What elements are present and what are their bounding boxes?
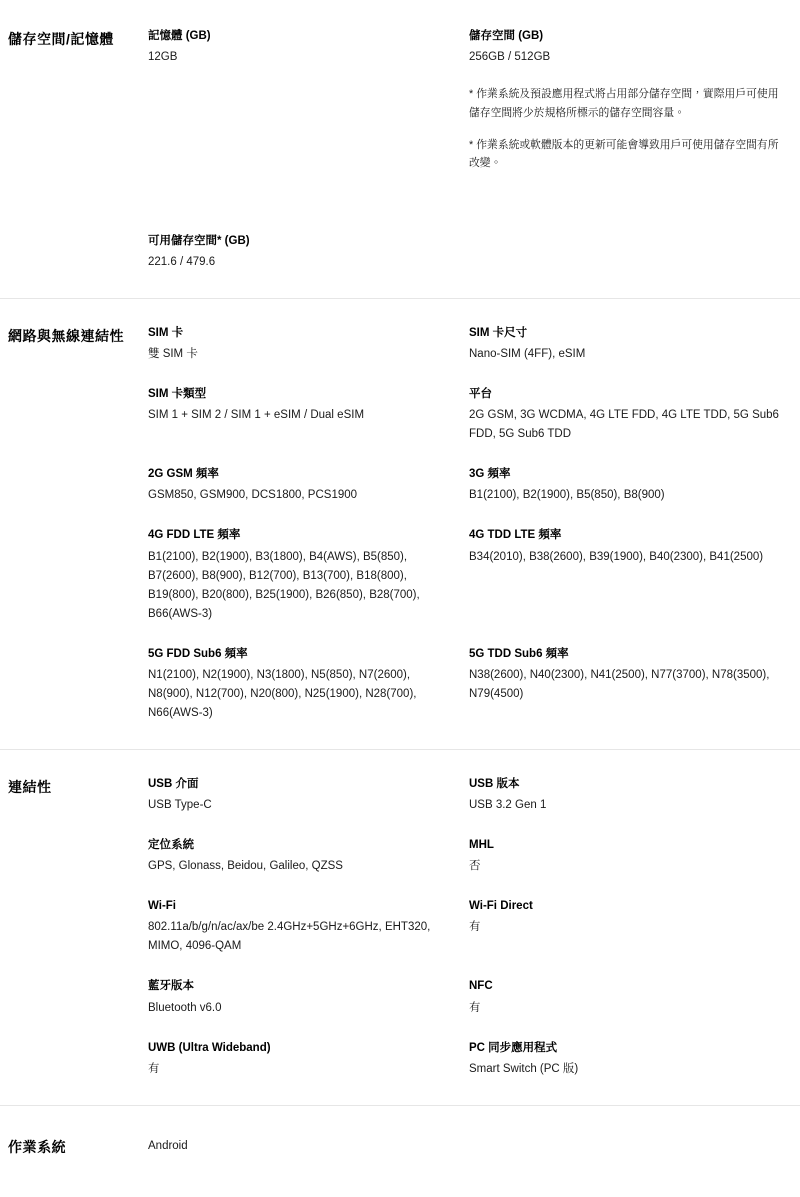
spec-label: 4G FDD LTE 頻率 bbox=[148, 529, 241, 542]
spec-row bbox=[148, 776, 790, 815]
spec-cell-sim-type bbox=[148, 386, 469, 425]
spec-value: N1(2100), N2(1900), N3(1800), N5(850), N7(2600), N8(900), N12(700), N20(800), N25(1900), N28(700), N66(AWS-3) bbox=[148, 668, 417, 719]
spec-label: 5G FDD Sub6 頻率 bbox=[148, 647, 248, 660]
spec-value: 256GB / 512GB bbox=[469, 51, 551, 64]
spec-cell-2g-gsm bbox=[148, 466, 469, 505]
spec-row bbox=[148, 646, 790, 723]
spec-label: 2G GSM 頻率 bbox=[148, 468, 219, 481]
section-title-operating-system: 作業系統 bbox=[8, 1138, 66, 1155]
spec-cell-5g-fdd bbox=[148, 646, 469, 723]
spec-label: SIM 卡類型 bbox=[148, 388, 207, 401]
spec-value: 802.11a/b/g/n/ac/ax/be 2.4GHz+5GHz+6GHz, EHT320, MIMO, 4096-QAM bbox=[148, 921, 431, 953]
spec-row bbox=[148, 527, 790, 623]
section-network-wireless bbox=[0, 299, 800, 750]
spec-value: Bluetooth v6.0 bbox=[148, 1001, 222, 1014]
spec-cell-usb-interface bbox=[148, 776, 469, 815]
section-title-storage-memory: 儲存空間/記憶體 bbox=[8, 31, 114, 47]
section-body-connectivity bbox=[148, 776, 800, 1079]
spec-row bbox=[148, 466, 790, 505]
spec-label: 記憶體 (GB) bbox=[148, 30, 211, 42]
spec-value: SIM 1 + SIM 2 / SIM 1 + eSIM / Dual eSIM bbox=[148, 409, 365, 422]
spec-value: 雙 SIM 卡 bbox=[148, 348, 198, 361]
spec-value: 有 bbox=[469, 1001, 481, 1014]
spec-row bbox=[148, 837, 790, 876]
spec-label: SIM 卡尺寸 bbox=[469, 326, 528, 339]
spec-cell-usb-version bbox=[469, 776, 790, 815]
section-connectivity bbox=[0, 750, 800, 1106]
spec-value: 2G GSM, 3G WCDMA, 4G LTE FDD, 4G LTE TDD, 5G Sub6 FDD, 5G Sub6 TDD bbox=[469, 409, 779, 441]
spec-cell-5g-tdd bbox=[469, 646, 790, 704]
spec-cell-available-storage bbox=[148, 233, 469, 272]
spec-value: Nano-SIM (4FF), eSIM bbox=[469, 348, 586, 361]
spec-value: 221.6 / 479.6 bbox=[148, 255, 216, 268]
spec-row bbox=[148, 28, 790, 173]
spec-value: GPS, Glonass, Beidou, Galileo, QZSS bbox=[148, 860, 343, 873]
spec-value: 有 bbox=[469, 921, 481, 934]
spec-label: 4G TDD LTE 頻率 bbox=[469, 529, 562, 542]
spec-cell-sim-size bbox=[469, 325, 790, 364]
spec-cell-bluetooth bbox=[148, 978, 469, 1017]
spec-cell-4g-fdd bbox=[148, 527, 469, 623]
spec-label: 定位系統 bbox=[148, 838, 194, 851]
spec-cell-storage bbox=[469, 28, 790, 173]
spec-label: 5G TDD Sub6 頻率 bbox=[469, 647, 569, 660]
spec-value: Android bbox=[148, 1139, 188, 1152]
spec-label: NFC bbox=[469, 980, 493, 993]
spec-cell-nfc bbox=[469, 978, 790, 1017]
spec-label: 可用儲存空間* (GB) bbox=[148, 234, 250, 247]
spec-cell-location bbox=[148, 837, 469, 876]
spec-value: 12GB bbox=[148, 51, 178, 64]
section-title-connectivity: 連結性 bbox=[8, 778, 52, 795]
section-body-network-wireless bbox=[148, 325, 800, 723]
spec-cell-pc-sync bbox=[469, 1040, 790, 1079]
spec-cell-memory bbox=[148, 28, 469, 67]
section-body-storage-memory bbox=[148, 28, 800, 272]
spec-value: USB Type-C bbox=[148, 798, 212, 811]
spec-value: 有 bbox=[148, 1062, 160, 1075]
spec-value: B34(2010), B38(2600), B39(1900), B40(2300), B41(2500) bbox=[469, 550, 764, 563]
spec-cell-wifi bbox=[148, 898, 469, 956]
spec-value: Smart Switch (PC 版) bbox=[469, 1062, 579, 1075]
spec-value: B1(2100), B2(1900), B3(1800), B4(AWS), B5(850), B7(2600), B8(900), B12(700), B13(700), B18(800), B19(800), B20(800), B25(1900), B26(850), B28(700), B66(AWS-3) bbox=[148, 550, 420, 620]
spec-cell-sim bbox=[148, 325, 469, 364]
spec-cell-mhl bbox=[469, 837, 790, 876]
spec-cell-4g-tdd bbox=[469, 527, 790, 566]
spec-row bbox=[148, 1040, 790, 1079]
spec-label: USB 介面 bbox=[148, 777, 199, 790]
spec-value: N38(2600), N40(2300), N41(2500), N77(3700), N78(3500), N79(4500) bbox=[469, 668, 770, 700]
spec-row bbox=[148, 978, 790, 1017]
spec-label: Wi-Fi Direct bbox=[469, 900, 533, 913]
spec-row bbox=[148, 386, 790, 444]
spec-value: GSM850, GSM900, DCS1800, PCS1900 bbox=[148, 489, 358, 502]
spec-cell-platform bbox=[469, 386, 790, 444]
spec-cell-wifi-direct bbox=[469, 898, 790, 937]
spec-label: Wi-Fi bbox=[148, 900, 176, 913]
spec-note: * 作業系統及預設應用程式將占用部分儲存空間，實際用戶可使用儲存空間將少於規格所標示的儲存空間容量。 bbox=[469, 88, 779, 119]
spec-value: USB 3.2 Gen 1 bbox=[469, 798, 547, 811]
spec-note: * 作業系統或軟體版本的更新可能會導致用戶可使用儲存空間有所改變。 bbox=[469, 138, 779, 170]
spec-label: 平台 bbox=[469, 388, 492, 401]
spec-label: USB 版本 bbox=[469, 777, 520, 790]
spec-label: MHL bbox=[469, 838, 494, 851]
spec-row bbox=[148, 325, 790, 364]
spec-label: 藍牙版本 bbox=[148, 980, 194, 993]
section-operating-system bbox=[0, 1106, 800, 1197]
spec-cell-3g bbox=[469, 466, 790, 505]
section-body-operating-system bbox=[148, 1136, 800, 1156]
spec-value: 否 bbox=[469, 860, 481, 873]
spec-value: B1(2100), B2(1900), B5(850), B8(900) bbox=[469, 489, 665, 502]
spec-label: UWB (Ultra Wideband) bbox=[148, 1041, 271, 1054]
spec-row bbox=[148, 233, 790, 272]
section-storage-memory bbox=[0, 0, 800, 299]
spec-label: SIM 卡 bbox=[148, 326, 184, 339]
spec-label: 3G 頻率 bbox=[469, 468, 511, 481]
spec-label: 儲存空間 (GB) bbox=[469, 30, 544, 42]
spec-cell-uwb bbox=[148, 1040, 469, 1079]
spec-row bbox=[148, 898, 790, 956]
section-title-network-wireless: 網路與無線連結性 bbox=[8, 327, 124, 344]
spec-label: PC 同步應用程式 bbox=[469, 1041, 558, 1054]
